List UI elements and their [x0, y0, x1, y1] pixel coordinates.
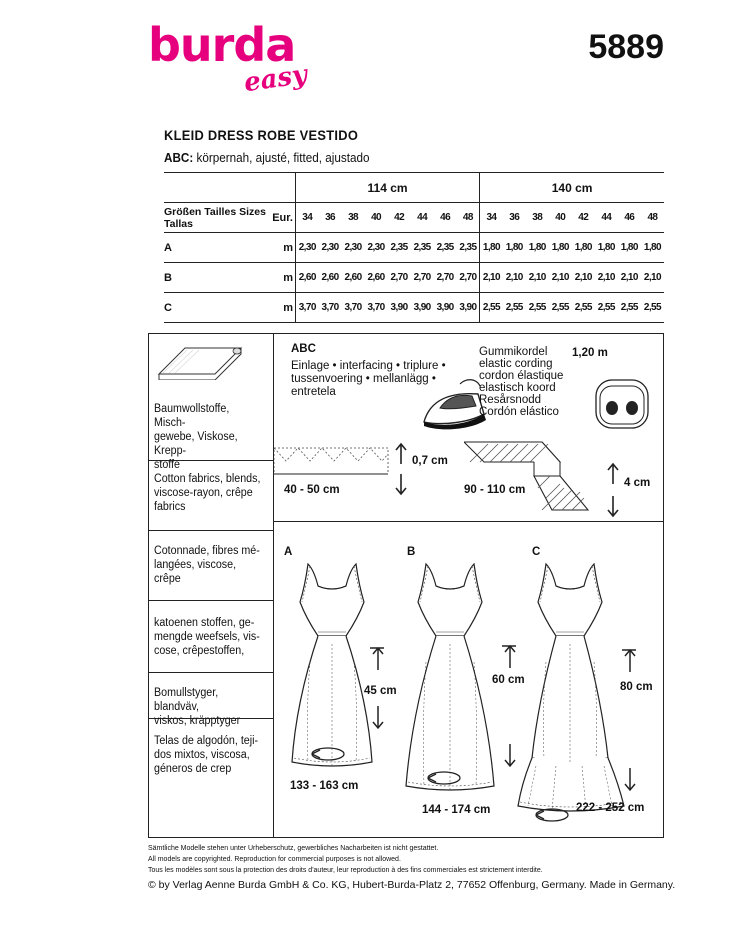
yardage-cell: 2,70 [457, 263, 480, 293]
size-cell: 34 [295, 203, 318, 233]
yardage-cell: 3,70 [319, 293, 342, 323]
view-a-hem-width-icon [308, 744, 348, 764]
view-a-label: A [284, 546, 293, 558]
view-b-hem-width-label: 144 - 174 cm [422, 804, 491, 816]
size-cell: 40 [365, 203, 388, 233]
copyright-footer [148, 843, 676, 892]
yardage-cell: 3,70 [295, 293, 318, 323]
yardage-size-row [164, 203, 664, 233]
yardage-cell: 2,35 [411, 233, 434, 263]
size-cell: 44 [411, 203, 434, 233]
cord-stopper-icon [592, 378, 652, 430]
notions-section [274, 334, 663, 522]
yardage-cell: 2,10 [526, 263, 549, 293]
yardage-cell: 2,55 [526, 293, 549, 323]
size-cell: 42 [388, 203, 411, 233]
interfacing-label-1: Einlage • interfacing • triplure • [291, 360, 446, 372]
size-cell: 46 [618, 203, 641, 233]
cording-width-arrows-icon [606, 462, 620, 518]
logo-wordmark: burda [148, 18, 296, 72]
yardage-cell: 2,30 [295, 233, 318, 263]
yardage-cell: 1,80 [526, 233, 549, 263]
sizes-label: Größen Tailles Sizes Tallas [164, 203, 272, 233]
garment-views [274, 522, 663, 837]
yardage-cell: 2,35 [434, 233, 457, 263]
fit-description [164, 150, 370, 165]
interfacing-strip-icon [274, 444, 394, 478]
yardage-cell: 2,55 [549, 293, 572, 323]
yardage-row-b [164, 263, 664, 293]
interfacing-width-label: 40 - 50 cm [284, 484, 340, 496]
yardage-cell: 2,55 [595, 293, 618, 323]
dress-a-drawing [290, 562, 374, 772]
yardage-cell: 2,10 [595, 263, 618, 293]
size-cell: 38 [342, 203, 365, 233]
size-cell: 48 [641, 203, 664, 233]
yardage-cell: 3,70 [342, 293, 365, 323]
yardage-cell: 2,55 [641, 293, 664, 323]
view-a-length-label: 45 cm [364, 685, 397, 697]
size-cell: 42 [572, 203, 595, 233]
yardage-cell: 2,10 [549, 263, 572, 293]
yardage-cell: 1,80 [572, 233, 595, 263]
yardage-cell: 3,90 [457, 293, 480, 323]
size-cell: 48 [457, 203, 480, 233]
yardage-cell: 2,60 [295, 263, 318, 293]
yardage-cell: 2,10 [572, 263, 595, 293]
view-c-length-label: 80 cm [620, 681, 653, 693]
yardage-cell: 1,80 [503, 233, 526, 263]
cording-label-6: Cordón elástico [479, 406, 559, 418]
materials-panel [148, 333, 664, 838]
size-cell: 38 [526, 203, 549, 233]
cording-label-3: cordon élastique [479, 370, 564, 382]
cording-label-1: Gummikordel [479, 346, 548, 358]
yardage-cell: 2,35 [457, 233, 480, 263]
copyright-notice-en: All models are copyrighted. Reproduction for commercial purposes is not allowed. [148, 856, 401, 863]
yardage-cell: 2,60 [319, 263, 342, 293]
yardage-cell: 3,90 [388, 293, 411, 323]
fabric-text-nl: katoenen stoffen, ge- mengde weefsels, vis- cose, crêpestoffen, [154, 617, 260, 657]
view-label: A [164, 233, 272, 263]
yardage-cell: 2,55 [618, 293, 641, 323]
yardage-cell: 2,10 [480, 263, 503, 293]
yardage-cell: 1,80 [618, 233, 641, 263]
fabric-text-fr: Cotonnade, fibres mé- langées, viscose, crêpe [154, 545, 260, 585]
yardage-row-a [164, 233, 664, 263]
fabric-text-es: Telas de algodón, teji- dos mixtos, viscosa, géneros de crep [154, 735, 259, 775]
view-b-hem-width-icon [424, 768, 464, 788]
unit-label: m [272, 293, 296, 323]
eur-label: Eur. [272, 203, 296, 233]
view-label: B [164, 263, 272, 293]
dress-b-drawing [404, 562, 496, 796]
yardage-cell: 2,30 [319, 233, 342, 263]
view-c-hem-width-icon [532, 805, 572, 825]
yardage-cell: 1,80 [595, 233, 618, 263]
view-b-length-label: 60 cm [492, 674, 525, 686]
size-cell: 36 [319, 203, 342, 233]
yardage-cell: 2,30 [342, 233, 365, 263]
garment-title: KLEID DRESS ROBE VESTIDO [164, 127, 359, 143]
yardage-cell: 2,70 [388, 263, 411, 293]
yardage-cell: 2,10 [503, 263, 526, 293]
burda-easy-logo [148, 18, 318, 107]
interfacing-height-label: 0,7 cm [412, 455, 448, 467]
unit-label: m [272, 263, 296, 293]
logo-subline: easy [242, 59, 309, 99]
fit-views-label: ABC: [164, 150, 194, 165]
interfacing-label-3: entretela [291, 386, 336, 398]
fabric-text-en: Cotton fabrics, blends, viscose-rayon, crêpe fabrics [154, 473, 261, 513]
cording-label-4: elastisch koord [479, 382, 556, 394]
view-c-label: C [532, 546, 541, 558]
fabric-bolt-icon [157, 340, 243, 380]
size-cell: 46 [434, 203, 457, 233]
elastic-cording-icon [464, 438, 614, 518]
fit-text: körpernah, ajusté, fitted, ajustado [193, 150, 370, 165]
yardage-row-c [164, 293, 664, 323]
size-cell: 44 [595, 203, 618, 233]
publisher-copyright: © by Verlag Aenne Burda GmbH & Co. KG, Hubert-Burda-Platz 2, 77652 Offenburg, Germany. Made in Germany. [148, 879, 676, 891]
view-a-hem-width-label: 133 - 163 cm [290, 780, 359, 792]
yardage-cell: 2,70 [434, 263, 457, 293]
size-cell: 34 [480, 203, 503, 233]
size-cell: 40 [549, 203, 572, 233]
pattern-number: 5889 [588, 28, 664, 66]
interfacing-height-arrows-icon [394, 442, 408, 496]
yardage-cell: 3,90 [411, 293, 434, 323]
width-140-header: 140 cm [480, 173, 664, 203]
fabric-suggestions [149, 334, 274, 837]
yardage-cell: 1,80 [549, 233, 572, 263]
yardage-cell: 2,55 [572, 293, 595, 323]
copyright-notice-de: Sämtliche Modelle stehen unter Urheberschutz, gewerbliches Nacharbeiten ist nicht gestattet. [148, 845, 439, 852]
fabric-text-sv: Bomullstyger, blandväv, viskos, kräpptyger [154, 687, 241, 727]
cording-length-label: 90 - 110 cm [464, 484, 526, 496]
view-c-hem-width-label: 222 - 252 cm [576, 802, 645, 814]
yardage-table [164, 172, 664, 323]
yardage-cell: 1,80 [480, 233, 503, 263]
cording-amount-label: 1,20 m [572, 347, 608, 359]
yardage-cell: 2,10 [618, 263, 641, 293]
copyright-notice-fr: Tous les modèles sont sous la protection des droits d'auteur, leur reproduction à des fins commerciales est strictement interdite. [148, 867, 543, 874]
width-114-header: 114 cm [295, 173, 479, 203]
view-b-label: B [407, 546, 416, 558]
yardage-cell: 2,60 [365, 263, 388, 293]
yardage-width-row [164, 173, 664, 203]
yardage-cell: 2,55 [503, 293, 526, 323]
yardage-cell: 2,60 [342, 263, 365, 293]
view-c-length-arrows-icon [620, 644, 640, 794]
yardage-cell: 3,70 [365, 293, 388, 323]
yardage-cell: 2,10 [641, 263, 664, 293]
yardage-cell: 2,30 [365, 233, 388, 263]
yardage-cell: 2,35 [388, 233, 411, 263]
cording-label-2: elastic cording [479, 358, 553, 370]
notions-views-label: ABC [291, 343, 316, 355]
yardage-cell: 3,90 [434, 293, 457, 323]
view-label: C [164, 293, 272, 323]
yardage-cell: 2,70 [411, 263, 434, 293]
cording-width-label: 4 cm [624, 477, 651, 489]
yardage-cell: 1,80 [641, 233, 664, 263]
yardage-cell: 2,55 [480, 293, 503, 323]
fabric-text-de: Baumwollstoffe, Misch- gewebe, Viskose, Krepp- stoffe [154, 403, 238, 471]
unit-label: m [272, 233, 296, 263]
size-cell: 36 [503, 203, 526, 233]
interfacing-label-2: tussenvoering • mellanlägg • [291, 373, 436, 385]
dress-c-drawing [516, 562, 626, 814]
cording-label-5: Resårsnodd [479, 394, 542, 406]
